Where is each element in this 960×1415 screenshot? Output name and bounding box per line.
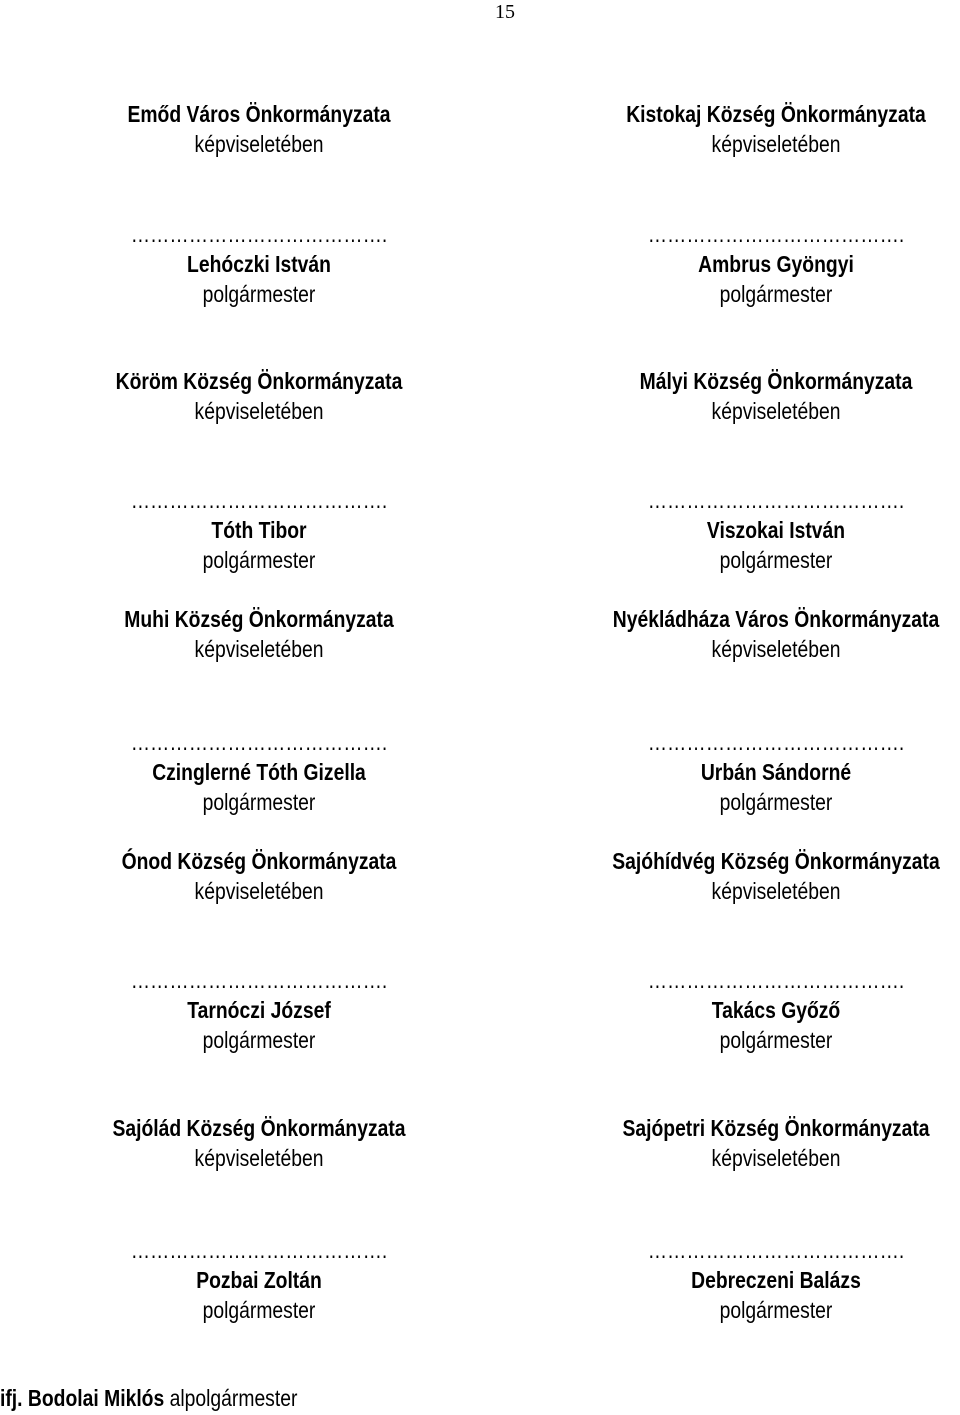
signatory-name: Lehóczki István (187, 251, 331, 277)
entity-capacity: képviseletében (711, 131, 841, 157)
entity-name: Sajólád Község Önkormányzata (112, 1115, 406, 1141)
entity-capacity: képviseletében (194, 878, 324, 904)
signatory-name: Debreczeni Balázs (691, 1267, 861, 1293)
signatory-title: polgármester (719, 281, 833, 307)
signature-line: …………………………………. (647, 221, 905, 247)
signatory-name: Takács Győző (711, 997, 841, 1023)
signature-line: …………………………………. (647, 1237, 905, 1263)
signature-block-pozbai (41, 1235, 476, 1325)
entity-name: Sajóhídvég Község Önkormányzata (612, 848, 940, 874)
signature-line: …………………………………. (130, 221, 388, 247)
signatory-title: polgármester (202, 1297, 316, 1323)
entity-capacity: képviseletében (711, 878, 841, 904)
entity-capacity: képviseletében (711, 398, 841, 424)
entity-name: Mályi Község Önkormányzata (639, 368, 913, 394)
entity-name: Nyékládháza Város Önkormányzata (612, 606, 940, 632)
entity-capacity: képviseletében (711, 1145, 841, 1171)
footer-name: ifj. Bodolai Miklós (0, 1385, 165, 1411)
entity-block-malyi (558, 366, 960, 426)
entity-block-kistokaj (558, 99, 960, 159)
entity-capacity: képviseletében (194, 398, 324, 424)
signatory-name: Tóth Tibor (211, 517, 307, 543)
page-number: 15 (495, 1, 515, 23)
entity-name: Muhi Község Önkormányzata (124, 606, 394, 632)
entity-block-nyekladhaza (558, 604, 960, 664)
signatory-title: polgármester (202, 281, 316, 307)
entity-capacity: képviseletében (711, 636, 841, 662)
signature-block-debreczeni (558, 1235, 960, 1325)
entity-name: Sajópetri Község Önkormányzata (622, 1115, 930, 1141)
signature-line: …………………………………. (130, 487, 388, 513)
entity-block-sajopetri (558, 1113, 960, 1173)
signatory-title: polgármester (202, 789, 316, 815)
signature-line: …………………………………. (647, 729, 905, 755)
entity-name: Köröm Község Önkormányzata (115, 368, 403, 394)
entity-block-onod (41, 846, 476, 906)
signature-line: …………………………………. (647, 487, 905, 513)
signatory-title: polgármester (202, 547, 316, 573)
signatory-title: polgármester (719, 789, 833, 815)
signatory-name: Pozbai Zoltán (196, 1267, 322, 1293)
signatory-title: polgármester (719, 1297, 833, 1323)
entity-name: Kistokaj Község Önkormányzata (626, 101, 926, 127)
signature-line: …………………………………. (647, 967, 905, 993)
signatory-name: Tarnóczi József (187, 997, 331, 1023)
signatory-title: polgármester (202, 1027, 316, 1053)
signatory-title: polgármester (719, 1027, 833, 1053)
signatory-name: Czinglerné Tóth Gizella (152, 759, 366, 785)
entity-name: Emőd Város Önkormányzata (127, 101, 391, 127)
signature-block-toth (41, 485, 476, 575)
signature-line: …………………………………. (130, 729, 388, 755)
entity-capacity: képviseletében (194, 1145, 324, 1171)
signatory-title: polgármester (719, 547, 833, 573)
entity-capacity: képviseletében (194, 131, 324, 157)
signature-block-takacs (558, 965, 960, 1055)
signature-block-lehoczki (41, 219, 476, 309)
entity-name: Ónod Község Önkormányzata (121, 848, 397, 874)
footer-title: alpolgármester (169, 1385, 298, 1411)
signatory-name: Viszokai István (706, 517, 846, 543)
entity-block-emod (41, 99, 476, 159)
signatory-name: Urbán Sándorné (700, 759, 852, 785)
signature-block-tarnoczi (41, 965, 476, 1055)
signatory-name: Ambrus Gyöngyi (698, 251, 854, 277)
signature-block-urban (558, 727, 960, 817)
signature-block-viszokai (558, 485, 960, 575)
signature-line: …………………………………. (130, 1237, 388, 1263)
entity-block-muhi (41, 604, 476, 664)
entity-block-sajolad (41, 1113, 476, 1173)
entity-block-sajohidveg (558, 846, 960, 906)
signature-block-czinglerne (41, 727, 476, 817)
footer-signatory (0, 1383, 297, 1413)
entity-capacity: képviseletében (194, 636, 324, 662)
signature-block-ambrus (558, 219, 960, 309)
signature-line: …………………………………. (130, 967, 388, 993)
entity-block-korom (41, 366, 476, 426)
